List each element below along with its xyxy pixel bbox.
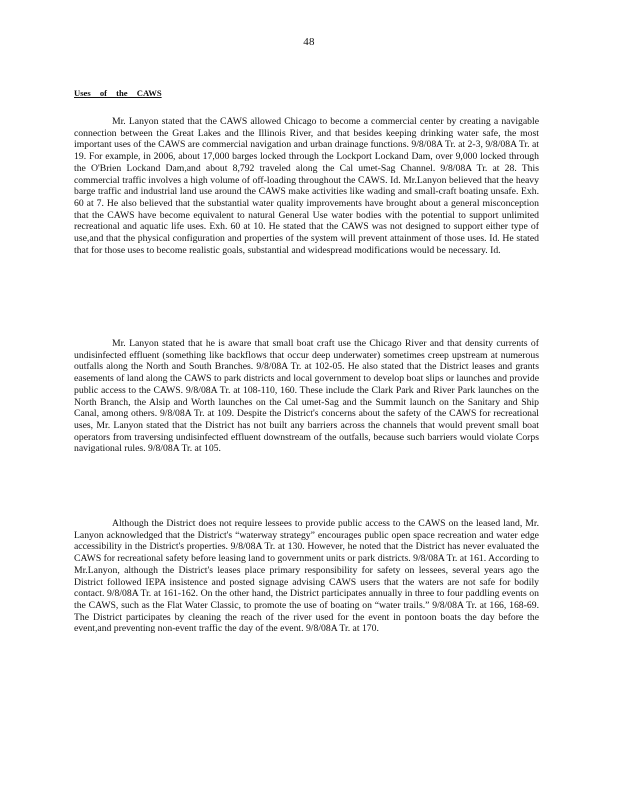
page-number: 48	[303, 36, 315, 48]
paragraph-3: Although the District does not require lessees to provide public access to the CAWS on the leased land, Mr. Lanyon acknowledged that the District's “waterway strategy” encourages public open space recreation and water edge accessibility in the District's properties. 9/8/08A Tr. at 130. However, he noted that the District has never evaluated the CAWS for recreational safety before leasing land to government units or park districts. 9/8/08A Tr. at 161. According to Mr.Lanyon, although the District's leases place primary responsibility for safety on lessees, several years ago the District followed IEPA insistence and posted signage advising CAWS users that the waters are not safe for bodily contact. 9/8/08A Tr. at 161-162. On the other hand, the District participates annually in three to four paddling events on the CAWS, such as the Flat Water Classic, to promote the use of boating on “water trails.” 9/8/08A Tr. at 166, 168-69. The District participates by cleaning the reach of the river used for the event in pontoon boats the day before the event,and preventing non-event traffic the day of the event. 9/8/08A Tr. at 170.	[74, 518, 539, 635]
paragraph-2: Mr. Lanyon stated that he is aware that small boat craft use the Chicago River and that density currents of undisinfected effluent (something like backflows that occur deep underwater) sometimes creep upstream at numerous outfalls along the North and South Branches. 9/8/08A Tr. at 102-05. He also stated that the District leases and grants easements of land along the CAWS to park districts and local government to develop boat slips or launches and provide public access to the CAWS. 9/8/08A Tr. at 108-110, 160. These include the Clark Park and River Park launches on the North Branch, the Alsip and Worth launches on the Cal umet-Sag and the Summit launch on the Sanitary and Ship Canal, among others. 9/8/08A Tr. at 109. Despite the District's concerns about the safety of the CAWS for recreational uses, Mr. Lanyon stated that the District has not built any barriers across the channels that would prevent small boat operators from traversing undisinfected effluent downstream of the outfalls, because such barriers would violate Corps navigational rules. 9/8/08A Tr. at 105.	[74, 338, 539, 455]
section-heading: Uses of the CAWS	[74, 88, 162, 98]
paragraph-1: Mr. Lanyon stated that the CAWS allowed Chicago to become a commercial center by creating a navigable connection between the Great Lakes and the Illinois River, and that besides keeping drinking water safe, the most important uses of the CAWS are commercial navigation and urban drainage functions. 9/8/08A Tr. at 2-3, 9/8/08A Tr. at 19. For example, in 2006, about 17,000 barges locked through the Lockport Lockand Dam, over 9,000 locked through the O'Brien Lockand Dam,and about 8,792 traveled along the Cal umet-Sag Channel. 9/8/08A Tr. at 28. This commercial traffic involves a high volume of off-loading throughout the CAWS. Id. Mr.Lanyon believed that the heavy barge traffic and industrial land use around the CAWS make activities like wading and small-craft boating unsafe. Exh. 60 at 7. He also believed that the substantial water quality improvements have brought about a general misconception that the CAWS have become equivalent to natural General Use water bodies with the potential to support unlimited recreational and aquatic life uses. Exh. 60 at 10. He stated that the CAWS was not designed to support either type of use,and that the physical configuration and properties of the system will prevent attainment of those uses. Id. He stated that for those uses to become realistic goals, substantial and widespread modifications would be necessary. Id.	[74, 116, 539, 256]
